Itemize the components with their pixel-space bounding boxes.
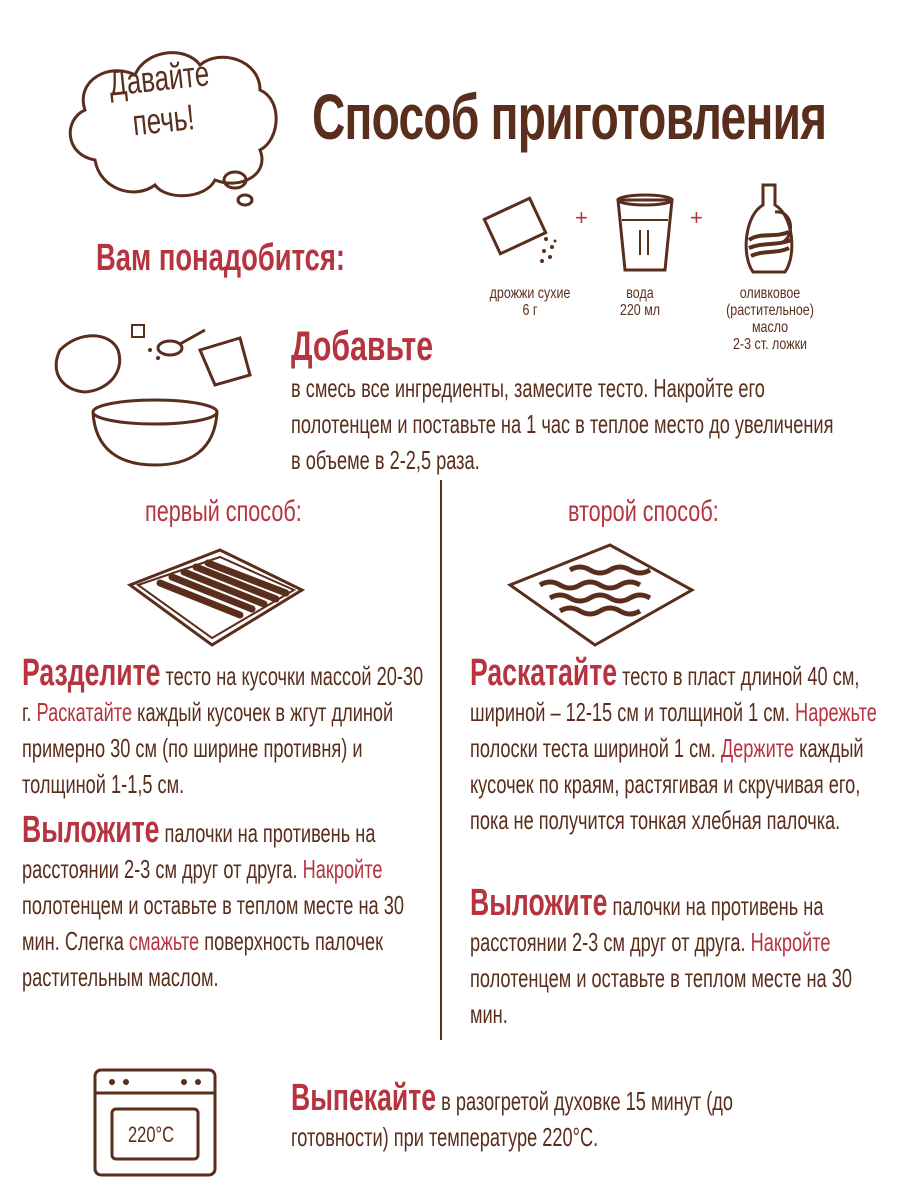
place-text-b-2: полотенцем и оставьте в теплом месте на 30 мин. [470,963,852,1029]
place-text-a-2: палочки на противень на расстоянии 2-3 см друг от друга. [470,891,824,957]
mixing-bowl-icon [40,320,270,470]
ingredient-water [605,285,675,319]
bake-heading: Выпекайте [291,1077,437,1119]
column-divider [440,480,442,1040]
cover-highlight-2: Накройте [750,927,831,957]
divide-heading: Разделите [22,652,161,694]
method-1-paragraph-2 [22,809,435,995]
ingredient-oil [708,285,833,353]
bake-paragraph [291,1077,739,1155]
place-text-c: поверхность палочек растительным маслом. [22,926,384,992]
roll-highlight: Раскатайте [36,697,133,727]
plus-sign: + [690,205,703,230]
method-2-title: второй способ: [568,495,719,528]
step-add-text: в смесь все ингредиенты, замесите тесто. Накройте его полотенцем и поставьте на 1 час в теплое место до увеличения в объеме в 2-2,5 раза. [291,373,834,475]
place-text-b: полотенцем и оставьте в теплом месте на 30 мин. Слегка [22,890,404,956]
method-1-title: первый способ: [145,495,302,528]
cut-highlight: Нарежьте [795,697,877,727]
cloud-caption: Давайте печь! [106,52,212,144]
oil-bottle-icon [735,180,805,280]
ingredient-amount: 2-3 ст. ложки [732,336,808,353]
ingredient-name: вода [626,285,654,302]
ingredients-heading: Вам понадобится: [96,237,345,279]
step-add-heading: Добавьте [291,322,434,369]
place-heading: Выложите [22,809,160,851]
page-title: Способ приготовления [312,81,827,153]
brush-highlight: смажьте [128,926,200,956]
ingredient-name: оливковое (растительное) масло [726,285,814,336]
ingredient-amount: 6 г [522,302,538,319]
place-text-a: палочки на противень на расстоянии 2-3 см друг от друга. [22,818,376,884]
place-heading-2: Выложите [470,882,608,924]
roll-out-text-c: каждый кусочек по краям, растягивая и скручивая его, пока не получится тонкая хлебная палочка. [470,733,864,835]
bake-text: в разогретой духовке 15 минут (до готовности) при температуре 220°C. [291,1086,734,1152]
divide-text-a: тесто на кусочки массой 20-30 г. [22,661,424,727]
oven-display: 220°C [128,1122,175,1147]
cover-highlight: Накройте [302,854,383,884]
divide-text-b: каждый кусочек в жгут длиной примерно 30 см (по ширине противня) и толщиной 1-1,5 см. [22,697,394,799]
roll-out-heading: Раскатайте [470,652,618,694]
baking-tray-sticks-icon [120,545,310,650]
ingredient-yeast [479,285,580,319]
method-1-paragraph-1 [22,652,435,802]
plus-sign: + [575,205,588,230]
roll-out-text-b: полоски теста шириной 1 см. [470,733,716,763]
baking-tray-twisted-icon [500,540,700,650]
ingredient-amount: 220 мл [619,302,661,319]
water-glass-icon [610,190,680,275]
ingredient-name: дрожжи сухие [489,285,571,302]
hold-highlight: Держите [720,733,795,763]
method-2-paragraph-1 [470,652,883,838]
method-2-paragraph-2 [470,882,883,1032]
roll-out-text-a: тесто в пласт длиной 40 см, шириной – 12-15 см и толщиной 1 см. [470,661,860,727]
yeast-packet-icon [480,195,570,275]
